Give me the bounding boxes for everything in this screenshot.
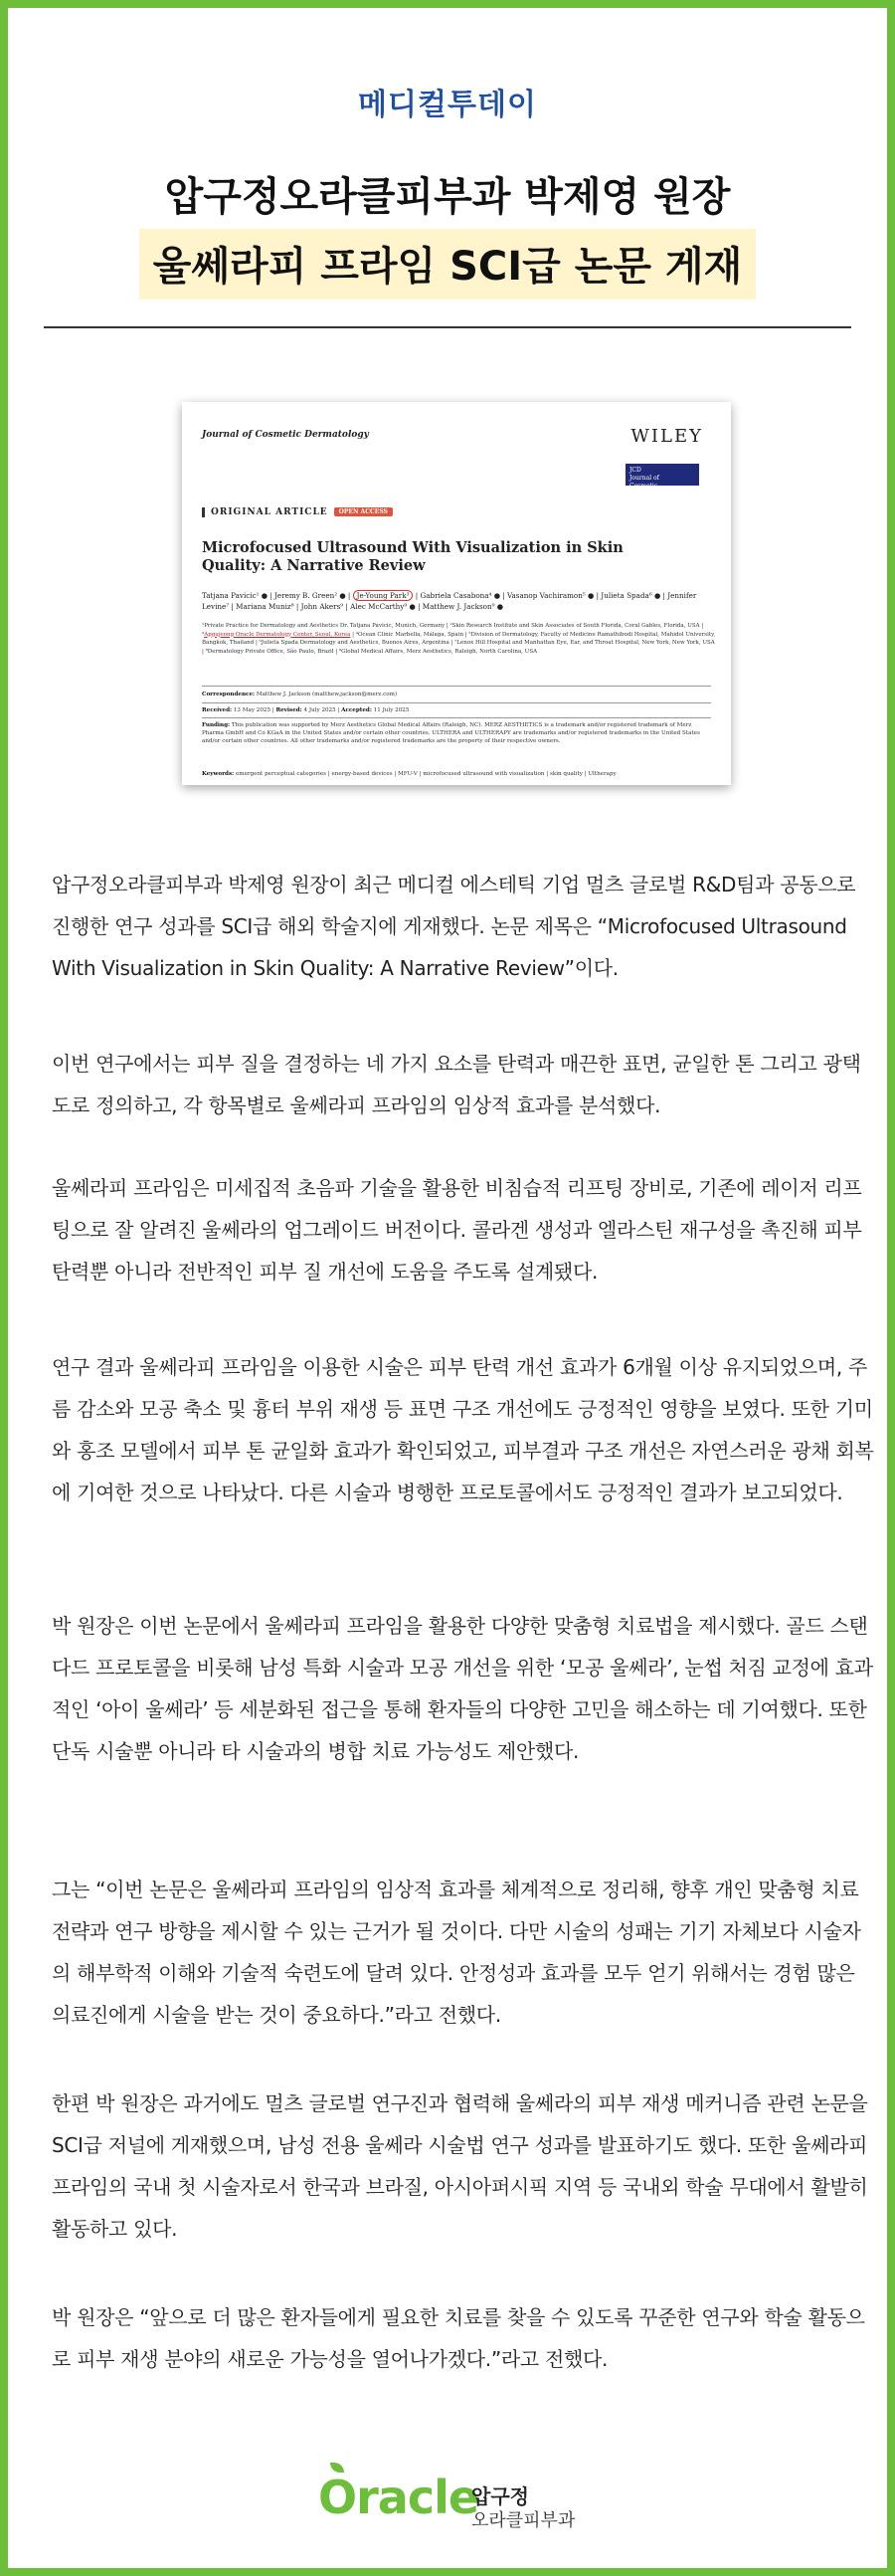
funding-label: Funding: [202,722,231,728]
accepted-value: 11 July 2025 [373,707,410,713]
received-label: Received: [202,707,233,713]
logo-line2: 오라클피부과 [471,2510,576,2531]
affil-highlight: Apgujeong Oracle Dermatology Center, Seoul, Korea [204,631,351,638]
clinic-logo [318,2471,617,2540]
paper-keywords [202,770,711,778]
paper-correspondence [202,691,397,698]
revised-value: 4 July 2025 [303,707,336,713]
logo-line1: 압구정 [471,2484,529,2508]
paper-dates: Received: 13 May 2025 | Revised: 4 July 2025 | Accepted: 11 July 2025 [202,707,410,713]
revised-label: Revised: [275,707,302,713]
keywords-value: emergent perceptual categories | energy-based devices | MFU-V | microfocused ultrasound with visualization | skin quality | Ultherapy [235,771,617,777]
affil-pre: ¹Private Practice for Dermatology and Aesthetics Dr. Tatjana Pavicic, Munich, Germany | ²Skin Research Institute and Skin Associates of South Florida, Coral Gables, Florida, USA | ³ [202,623,704,638]
journal-badge [626,464,699,497]
title-divider [44,326,851,328]
correspondence-value: Matthew J. Jackson (matthew.jackson@merz.com) [256,692,398,697]
received-value: 13 May 2025 [233,707,271,713]
paper-authors [202,590,719,612]
badge-line3: Cosmetic Dermatology [629,483,669,497]
paragraph-3: 울쎄라피 프라임은 미세집적 초음파 기술을 활용한 비침습적 리프팅 장비로, 기존에 레이저 리프팅으로 잘 알려진 울쎄라의 업그레이드 버전이다. 콜라겐 생성과 엘라스틴 재구성을 촉진해 피부 탄력뿐 아니라 전반적인 피부 질 개선에 도움을 주도록 설계됐다. [52,1176,862,1284]
paper-screenshot [182,402,731,785]
headline-line2-wrap [8,229,887,299]
logo-wordmark: Oracle [318,2471,479,2524]
authors-post: | Gabriela Casabona⁴ ● | Vasanop Vachiramon⁵ ● | Julieta Spada⁶ ● | Jennifer Levine⁷ | Mariana Muniz⁸ | John Akers⁹ | Alec McCarthy⁹ ● | Matthew J. Jackson⁹ ● [202,591,697,611]
paper-funding [202,721,711,745]
funding-value: This publication was supported by Merz Aesthetics Global Medical Affairs (Raleigh, NC). MERZ AESTHETICS is a trademark and/or registered trademark of Merz Pharma GmbH and Co KGaA in the United States and/or certain other countries. ULTHERA and ULTHERAPY are trademarks and/or registered trademarks in the United States and/or certain other countries. All other trademarks and/or registered trademarks are the property of their respective owners. [202,722,700,744]
open-access-badge: OPEN ACCESS [334,507,393,516]
paper-rule [202,717,711,718]
publisher-logo: WILEY [630,426,703,447]
article-type [202,507,393,517]
paragraph-7: 한편 박 원장은 과거에도 멀츠 글로벌 연구진과 협력해 울쎄라의 피부 재생 메커니즘 관련 논문을 SCI급 저널에 게재했으며, 남성 전용 울쎄라 시술법 연구 성과를 발표하기도 했다. 또한 울쎄라피 프라임의 국내 첫 시술자로서 한국과 브라질, 아시아퍼시픽 지역 등 국내외 학술 무대에서 활발히 활동하고 있다. [52,2091,868,2241]
paper-affiliations [202,622,717,656]
news-source: 메디컬투데이 [358,88,537,122]
paragraph-8: 박 원장은 “앞으로 더 많은 환자들에게 필요한 치료를 찾을 수 있도록 꾸준한 연구와 학술 활동으로 피부 재생 분야의 새로운 가능성을 열어나가겠다.”라고 전했다. [52,2305,865,2371]
paragraph-1: 압구정오라클피부과 박제영 원장이 최근 메디컬 에스테틱 기업 멀츠 글로벌 R&D팀과 공동으로 진행한 연구 성과를 SCI급 해외 학술지에 게재했다. 논문 제목은 “Microfocused Ultrasound With Visualization in Skin Quality: A Narrative Review”이다. [52,873,856,980]
headline-line2: 울쎄라피 프라임 SCI급 논문 게재 [139,229,756,299]
paragraph-5: 박 원장은 이번 논문에서 울쎄라피 프라임을 활용한 다양한 맞춤형 치료법을 제시했다. 골드 스탠다드 프로토콜을 비롯해 남성 특화 시술과 모공 개선을 위한 ‘모공 울쎄라’, 눈썹 처짐 교정에 효과적인 ‘아이 울쎄라’ 등 세분화된 접근을 통해 환자들의 다양한 고민을 해소하는 데 기여했다. 또한 단독 시술뿐 아니라 타 시술과의 병합 치료 가능성도 제안했다. [52,1614,873,1763]
article-type-label: ORIGINAL ARTICLE [211,507,328,517]
paper-rule [202,686,711,687]
keywords-label: Keywords: [202,771,235,777]
paragraph-2: 이번 연구에서는 피부 질을 결정하는 네 가지 요소를 탄력과 매끈한 표면, 균일한 톤 그리고 광택도로 정의하고, 각 항목별로 울쎄라피 프라임의 임상적 효과를 분석했다. [52,1052,861,1117]
paper-title: Microfocused Ultrasound With Visualization in Skin Quality: A Narrative Review [202,539,624,574]
authors-highlight: Je-Young Park³ [353,590,414,601]
paragraph-4: 연구 결과 울쎄라피 프라임을 이용한 시술은 피부 탄력 개선 효과가 6개월 이상 유지되었으며, 주름 감소와 모공 축소 및 흉터 부위 재생 등 표면 구조 개선에도 긍정적인 영향을 보였다. 또한 기미와 홍조 모델에서 피부 톤 균일화 효과가 확인되었고, 피부결과 구조 개선은 자연스러운 광채 회복에 기여한 것으로 나타났다. 다른 시술과 병행한 프로토콜에서도 긍정적인 결과가 보고되었다. [52,1355,874,1504]
journal-name: Journal of Cosmetic Dermatology [202,430,369,440]
accepted-label: Accepted: [341,707,372,713]
headline-line1: 압구정오라클피부과 박제영 원장 [164,174,731,220]
paragraph-6: 그는 “이번 논문은 울쎄라피 프라임의 임상적 효과를 체계적으로 정리해, 향후 개인 맞춤형 치료 전략과 연구 방향을 제시할 수 있는 근거가 될 것이다. 다만 시술의 성패는 기기 자체보다 시술자의 해부학적 이해와 기술적 숙련도에 달려 있다. 안정성과 효과를 모두 얻기 위해서는 경험 많은 의료진에게 시술을 받는 것이 중요하다.”라고 전했다. [52,1878,861,2027]
badge-line1: JCD [629,467,641,474]
affil-post: | ⁴Ocean Clinic Marbella, Málaga, Spain | ⁵Division of Dermatology, Faculty of Medicine Ramathibodi Hospital, Mahidol University, Bangkok, Thailand | ⁶Julieta Spada Dermatology and Aesthetics, Buenos Aires, Argentina | ⁷Lenox Hill Hospital and Manhattan Eye, Ear, and Throat Hospital, New York, New York, USA | ⁸Dermatology Private Office, São Paulo, Brazil | ⁹Global Medical Affairs, Merz Aesthetics, Raleigh, North Carolina, USA [202,631,716,655]
authors-pre: Tatjana Pavicic¹ ● | Jeremy B. Green² ● | [202,591,353,600]
paper-rule [202,702,711,703]
badge-line2: Journal of [629,475,659,482]
correspondence-label: Correspondence: [202,692,256,697]
